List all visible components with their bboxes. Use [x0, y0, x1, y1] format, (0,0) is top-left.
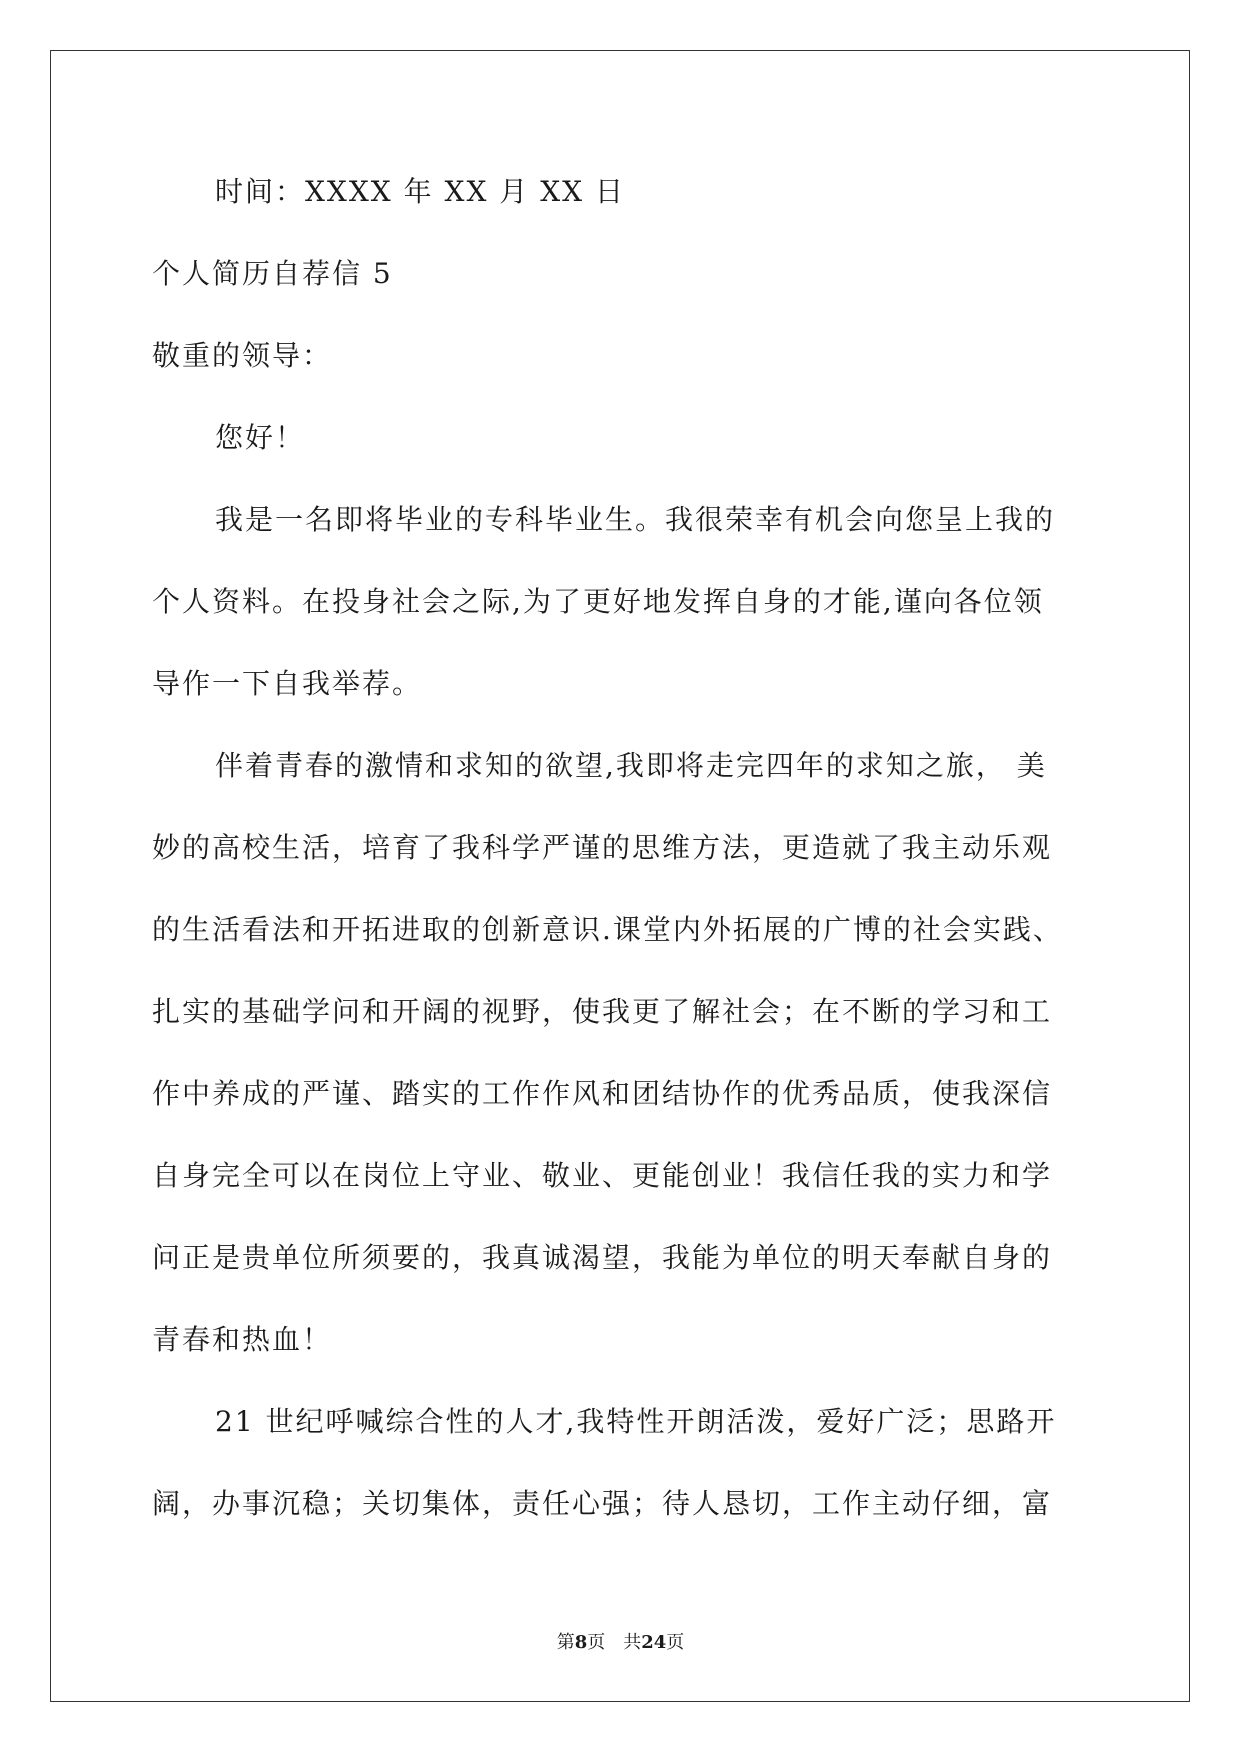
paragraph-2-line-1: 伴着青春的激情和求知的欲望,我即将走完四年的求知之旅， 美: [215, 749, 1047, 782]
paragraph-2-line-8: 青春和热血！: [152, 1323, 333, 1356]
paragraph-2-line-3: 的生活看法和开拓进取的创新意识.课堂内外拓展的广博的社会实践、: [152, 913, 1063, 946]
total-prefix: 共: [623, 1632, 642, 1653]
paragraph-2-line-7: 问正是贵单位所须要的，我真诚渴望，我能为单位的明天奉献自身的: [152, 1241, 1053, 1274]
paragraph-2-line-5: 作中养成的严谨、踏实的工作作风和团结协作的优秀品质，使我深信: [152, 1077, 1053, 1110]
paragraph-3-line-1: 21 世纪呼喊综合性的人才,我特性开朗活泼，爱好广泛；思路开: [215, 1405, 1057, 1438]
paragraph-2-line-6: 自身完全可以在岗位上守业、敬业、更能创业！我信任我的实力和学: [152, 1159, 1053, 1192]
page-border: [50, 50, 1190, 1702]
section-heading: 个人简历自荐信 5: [152, 257, 393, 290]
paragraph-2-line-2: 妙的高校生活，培育了我科学严谨的思维方法，更造就了我主动乐观: [152, 831, 1053, 864]
date-line: 时间：XXXX 年 XX 月 XX 日: [215, 175, 625, 208]
page-prefix: 第: [556, 1632, 575, 1653]
paragraph-1-line-2: 个人资料。在投身社会之际,为了更好地发挥自身的才能,谨向各位领: [152, 585, 1044, 618]
page-total: 24: [641, 1632, 667, 1653]
paragraph-1-line-1: 我是一名即将毕业的专科毕业生。我很荣幸有机会向您呈上我的: [215, 503, 1056, 536]
page-footer: [0, 1631, 1241, 1655]
page-current: 8: [574, 1632, 588, 1653]
paragraph-1-line-3: 导作一下自我举荐。: [152, 667, 423, 700]
total-unit: 页: [666, 1632, 685, 1653]
page-unit: 页: [587, 1632, 606, 1653]
paragraph-3-line-2: 阔，办事沉稳；关切集体，责任心强；待人恳切，工作主动仔细，富: [152, 1487, 1053, 1520]
greeting: 您好！: [215, 421, 306, 454]
paragraph-2-line-4: 扎实的基础学问和开阔的视野，使我更了解社会；在不断的学习和工: [152, 995, 1053, 1028]
salutation: 敬重的领导：: [152, 339, 333, 372]
